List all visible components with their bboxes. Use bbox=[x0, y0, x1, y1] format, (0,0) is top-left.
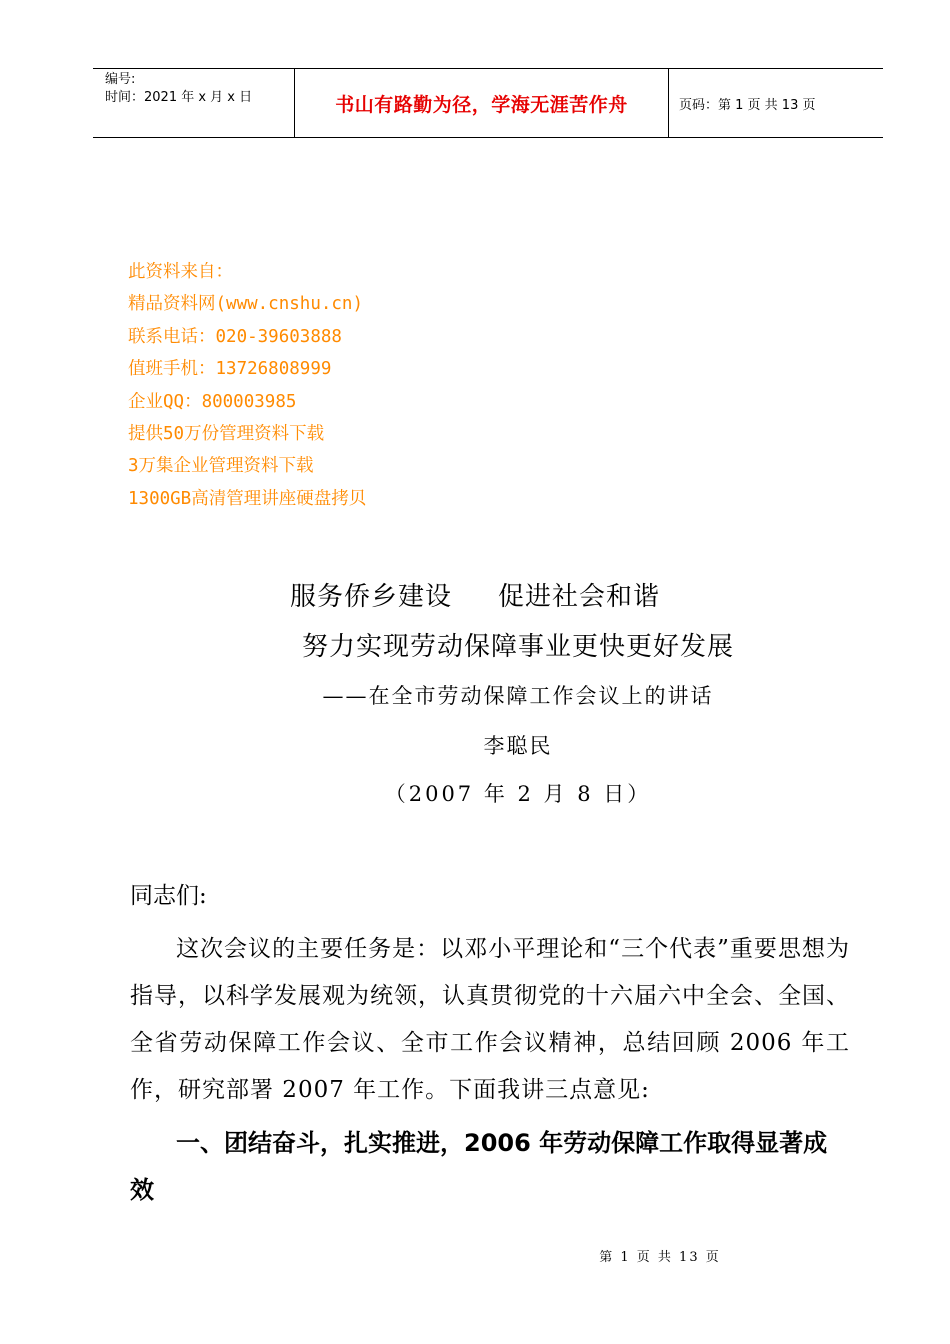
source-line: 3万集企业管理资料下载 bbox=[128, 456, 314, 477]
source-line: 企业QQ：800003985 bbox=[128, 391, 297, 412]
source-line: 值班手机：13726808999 bbox=[128, 359, 332, 380]
document-header bbox=[93, 68, 883, 138]
source-info bbox=[128, 256, 366, 515]
title-line-2: 努力实现劳动保障事业更快更好发展 bbox=[301, 632, 734, 662]
source-line: 1300GB高清管理讲座硬盘拷贝 bbox=[128, 488, 367, 509]
subtitle: ——在全市劳动保障工作会议上的讲话 bbox=[322, 684, 714, 708]
source-line: 此资料来自： bbox=[128, 262, 233, 282]
header-page-cell bbox=[669, 69, 883, 137]
header-meta-cell bbox=[93, 69, 295, 137]
salutation: 同志们: bbox=[130, 883, 207, 909]
motto: 书山有路勤为径，学海无涯苦作舟 bbox=[335, 93, 628, 116]
section-heading: 一、团结奋斗，扎实推进，2006 年劳动保障工作取得显著成效 bbox=[130, 1129, 828, 1204]
title-line-1 bbox=[0, 578, 950, 616]
title-part-a: 服务侨乡建设 bbox=[289, 582, 452, 612]
number-label: 编号: bbox=[105, 72, 136, 87]
author: 李聪民 bbox=[483, 734, 553, 758]
title-part-b: 促进社会和谐 bbox=[498, 582, 661, 612]
source-line: 联系电话：020-39603888 bbox=[128, 326, 342, 347]
speech-date: （2007 年 2 月 8 日） bbox=[384, 782, 652, 806]
header-motto-cell bbox=[295, 69, 669, 137]
source-line: 提供50万份管理资料下载 bbox=[128, 424, 325, 445]
source-line: 精品资料网(www.cnshu.cn) bbox=[128, 294, 364, 315]
intro-paragraph: 这次会议的主要任务是：以邓小平理论和“三个代表”重要思想为指导，以科学发展观为统领，认真贯彻党的十六届六中全会、全国、全省劳动保障工作会议、全市工作会议精神，总结回顾 2006 年工作，研究部署 2007 年工作。下面我讲三点意见: bbox=[130, 936, 850, 1103]
page-footer: 第 1 页 共 13 页 bbox=[599, 1250, 721, 1265]
page-label: 页码：第 1 页 共 13 页 bbox=[679, 97, 816, 113]
time-label: 时间：2021 年 x 月 x 日 bbox=[105, 90, 253, 105]
